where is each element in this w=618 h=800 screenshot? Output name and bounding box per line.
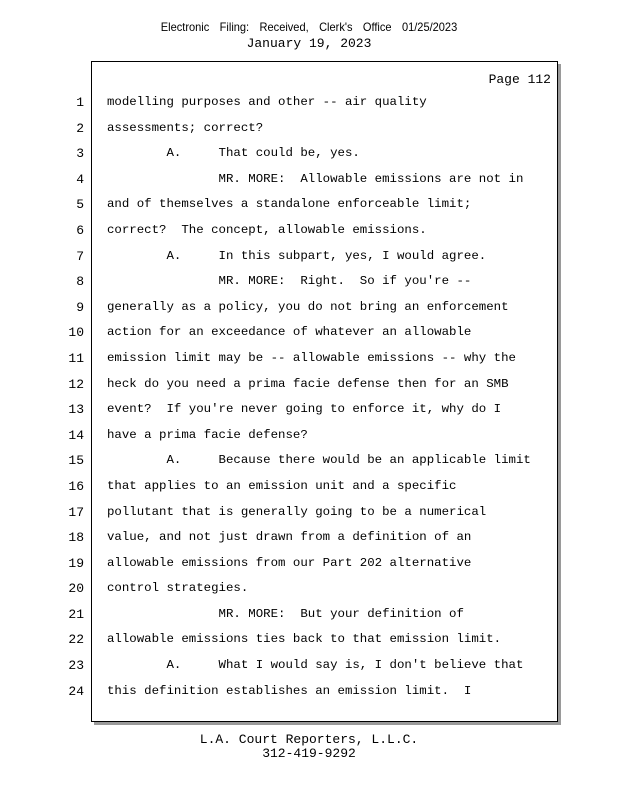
transcript-line: action for an exceedance of whatever an allowable [107,325,472,340]
transcript-line: and of themselves a standalone enforceable limit; [107,197,472,212]
transcript-line: have a prima facie defense? [107,427,308,442]
line-number: 6 [76,222,84,238]
line-number: 19 [68,555,84,571]
line-number: 15 [68,453,84,469]
line-number: 8 [76,274,84,290]
filing-stamp: Electronic Filing: Received, Clerk's Office 01/25/2023 [160,20,458,34]
line-number: 3 [76,146,84,162]
transcript-line: heck do you need a prima facie defense then for an SMB [107,376,509,391]
line-number: 16 [68,478,84,494]
transcript-line: control strategies. [107,581,249,596]
line-number: 21 [68,606,84,622]
line-number: 1 [76,95,84,110]
line-number: 13 [68,402,84,418]
transcript-line: MR. MORE: Allowable emissions are not in [107,171,524,186]
transcript-line: A. That could be, yes. [107,146,360,161]
transcript-line: value, and not just drawn from a definition of an [107,530,472,545]
transcript-line: MR. MORE: Right. So if you're -- [107,274,472,289]
transcript-line: modelling purposes and other -- air quality [107,95,427,109]
transcript-line: this definition establishes an emission limit. I [107,683,472,698]
reporter-company: L.A. Court Reporters, L.L.C. [199,732,419,747]
transcript-line: correct? The concept, allowable emissions. [107,222,427,237]
transcript-line: pollutant that is generally going to be a numerical [107,504,487,519]
line-number: 12 [68,376,84,392]
transcript-line: allowable emissions from our Part 202 alternative [107,555,472,570]
line-number: 10 [68,325,84,341]
transcript-line: A. Because there would be an applicable limit [107,453,531,468]
line-number: 9 [76,299,84,315]
reporter-phone: 312-419-9292 [262,746,356,761]
transcript-line: MR. MORE: But your definition of [107,606,464,621]
line-number: 7 [76,248,84,264]
transcript-line: allowable emissions ties back to that emission limit. [107,632,502,647]
line-number: 4 [76,171,84,187]
page-number: Page 112 [488,72,551,87]
line-number: 14 [68,427,84,443]
line-number: 5 [76,197,84,213]
line-number: 11 [68,350,84,366]
line-number: 17 [68,504,84,520]
footer [0,733,618,761]
line-number: 2 [76,120,84,136]
transcript-line: A. What I would say is, I don't believe that [107,658,524,673]
line-number: 20 [68,581,84,597]
transcript-line: event? If you're never going to enforce it, why do I [107,402,502,417]
line-number: 24 [68,683,84,699]
transcript-line: that applies to an emission unit and a specific [107,478,457,493]
transcript-line: assessments; correct? [107,120,264,135]
transcript-line: generally as a policy, you do not bring an enforcement [107,299,509,314]
line-number-column [60,92,84,706]
transcript-line: emission limit may be -- allowable emissions -- why the [107,350,516,365]
line-number: 22 [68,632,84,648]
transcript-text [107,92,552,706]
line-number: 23 [68,658,84,674]
hearing-date: January 19, 2023 [246,36,372,51]
transcript-line: A. In this subpart, yes, I would agree. [107,248,487,263]
line-number: 18 [68,530,84,546]
